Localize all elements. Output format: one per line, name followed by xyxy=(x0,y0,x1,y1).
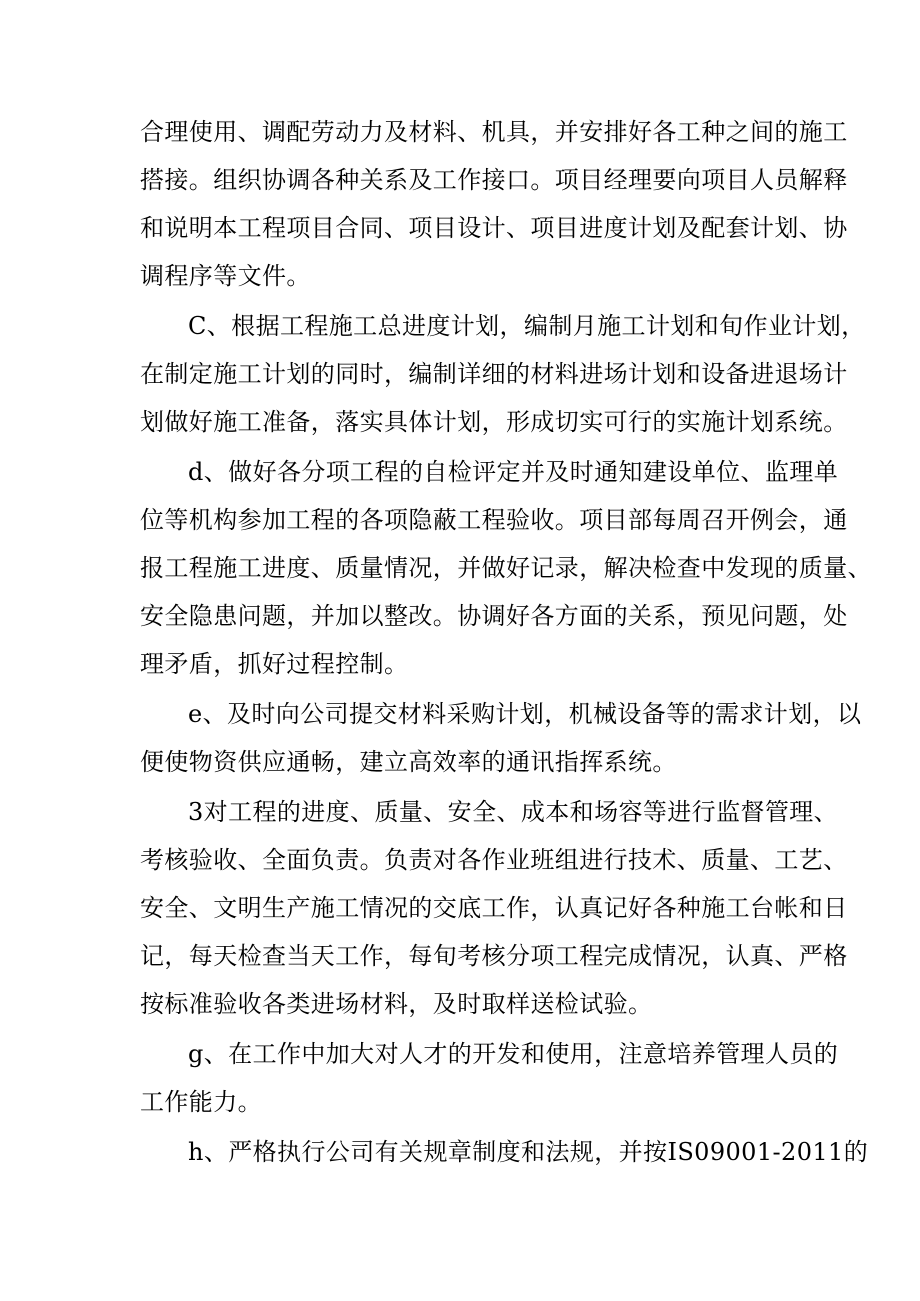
paragraph-1-line-3: 和说明本工程项目合同、项目设计、项目进度计划及配套计划、协 xyxy=(140,214,848,242)
paragraph-2-line-3: 划做好施工准备，落实具体计划，形成切实可行的实施计划系统。 xyxy=(140,408,848,436)
paragraph-5-line-1: 3对工程的进度、质量、安全、成本和场容等进行监督管理、 xyxy=(188,798,839,826)
paragraph-4-line-2: 便使物资供应通畅，建立高效率的通讯指挥系统。 xyxy=(140,748,677,776)
paragraph-1-line-1: 合理使用、调配劳动力及材料、机具，并安排好各工种之间的施工 xyxy=(140,118,848,146)
paragraph-2-line-1: C、根据工程施工总进度计划，编制月施工计划和旬作业计划， xyxy=(188,312,866,340)
paragraph-3-line-4: 安全隐患问题，并加以整改。协调好各方面的关系，预见问题，处 xyxy=(140,602,848,630)
paragraph-5-line-4: 记，每天检查当天工作，每旬考核分项工程完成情况，认真、严格 xyxy=(140,942,848,970)
paragraph-4-line-1: e、及时向公司提交材料采购计划，机械设备等的需求计划，以 xyxy=(188,700,862,728)
paragraph-6-line-1: g、在工作中加大对人才的开发和使用，注意培养管理人员的 xyxy=(188,1040,839,1068)
paragraph-3-line-5: 理矛盾，抓好过程控制。 xyxy=(140,650,409,678)
paragraph-7-line-1: h、严格执行公司有关规章制度和法规，并按IS09001-2011的 xyxy=(188,1138,869,1166)
paragraph-2-line-2: 在制定施工计划的同时，编制详细的材料进场计划和设备进退场计 xyxy=(140,360,848,388)
paragraph-6-line-2: 工作能力。 xyxy=(140,1088,262,1116)
paragraph-5-line-3: 安全、文明生产施工情况的交底工作，认真记好各种施工台帐和日 xyxy=(140,894,848,922)
paragraph-3-line-1: d、做好各分项工程的自检评定并及时通知建设单位、监理单 xyxy=(188,458,839,486)
paragraph-3-line-2: 位等机构参加工程的各项隐蔽工程验收。项目部每周召开例会，通 xyxy=(140,506,848,534)
paragraph-5-line-2: 考核验收、全面负责。负责对各作业班组进行技术、质量、工艺、 xyxy=(140,846,848,874)
paragraph-1-line-4: 调程序等文件。 xyxy=(140,262,311,290)
paragraph-1-line-2: 搭接。组织协调各种关系及工作接口。项目经理要向项目人员解释 xyxy=(140,166,848,194)
paragraph-3-line-3: 报工程施工进度、质量情况，并做好记录，解决检查中发现的质量、 xyxy=(140,554,872,582)
paragraph-5-line-5: 按标准验收各类进场材料，及时取样送检试验。 xyxy=(140,990,653,1018)
